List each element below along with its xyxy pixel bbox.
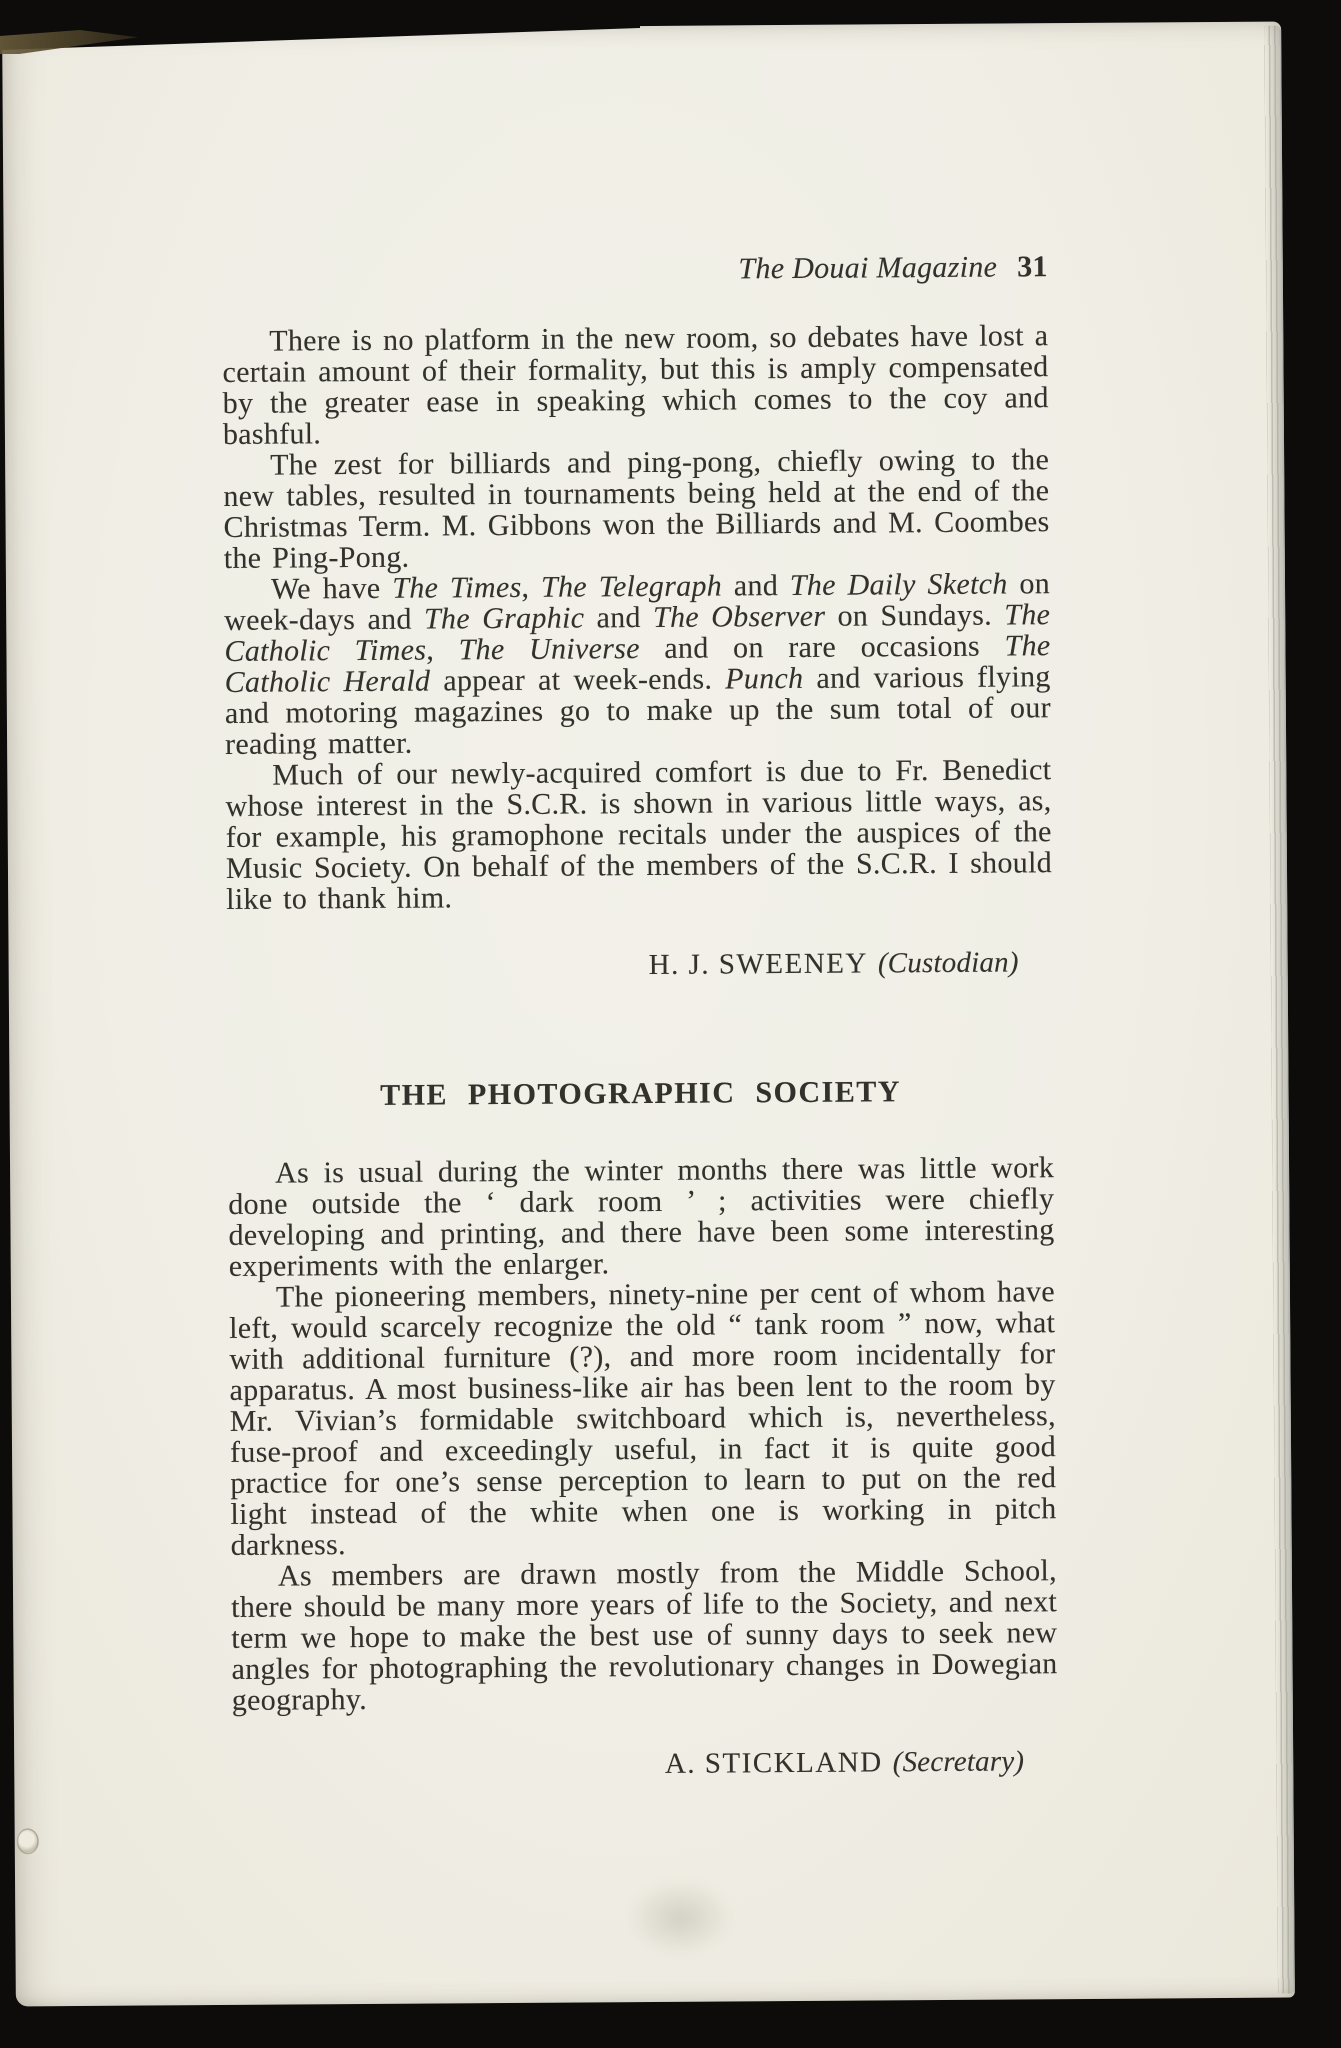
paragraph: The pioneering members, ninety-nine per cent of whom have left, would scarcely recognize the old “ tank room ” now, what with additional furniture (?), and more room incidentally for apparatus. A most business-like air has been lent to the room by Mr. Vivian’s formidable switchboard which is, nevertheless, fuse-proof and exceedingly useful, in fact it is quite good practice for one’s sense perception to learn to put on the red light instead of the white when one is working in pitch darkness. — [229, 1275, 1057, 1562]
scr-signature-name: H. J. SWEENEY — [648, 947, 868, 981]
paragraph: As is usual during the winter months there was little work done outside the ‘ dark room ’ ; activities were chiefly developing and printing, and there have been some interesting experiments with the enlarger. — [228, 1151, 1055, 1283]
paragraph: We have The Times, The Telegraph and The Daily Sketch on week-days and The Graphic and The Observer on Sundays. The Catholic Times, The Universe and on rare occasions The Catholic Herald appear at week-ends. Punch and various flying and motoring magazines go to make up the sum total of our reading matter. — [224, 567, 1051, 761]
paragraph: The zest for billiards and ping-pong, chiefly owing to the new tables, resulted in tournaments being held at the end of the Christmas Term. M. Gibbons won the Billiards and M. Coombes the Ping-Pong. — [223, 443, 1050, 575]
running-header — [222, 251, 1048, 288]
paper-blemish — [17, 1828, 39, 1854]
paragraph: There is no platform in the new room, so debates have lost a certain amount of their formality, but this is amply compensated by the greater ease in speaking which comes to the coy and bashful. — [222, 319, 1049, 451]
photo-signature-name: A. STICKLAND — [664, 1746, 883, 1780]
scan-smudge — [625, 1877, 736, 1958]
photo-paragraph-list — [228, 1152, 1058, 1716]
magazine-page — [2, 22, 1295, 2007]
page-content — [222, 251, 1059, 1783]
page-number: 31 — [1017, 250, 1048, 284]
section-heading-photographic-society: THE PHOTOGRAPHIC SOCIETY — [380, 1075, 902, 1112]
paragraph: As members are drawn mostly from the Middle School, there should be many more years of life to the Society, and next term we hope to make the best use of sunny days to seek new angles for photographing the revolutionary changes in Dowegian geography. — [231, 1554, 1058, 1717]
scr-signature-role: (Custodian) — [877, 946, 1019, 980]
paragraph: Much of our newly-acquired comfort is due to Fr. Benedict whose interest in the S.C.R. is shown in various little ways, as, for example, his gramophone recitals under the auspices of the Music Society. On behalf of the members of the S.C.R. I should like to thank him. — [225, 753, 1053, 916]
magazine-title: The Douai Magazine — [738, 250, 998, 286]
scr-signature — [227, 947, 1053, 984]
scr-paragraph-list — [222, 320, 1052, 915]
page-edge-stack — [1264, 26, 1295, 1994]
photo-signature-role: (Secretary) — [892, 1745, 1025, 1779]
photo-signature — [232, 1746, 1058, 1783]
